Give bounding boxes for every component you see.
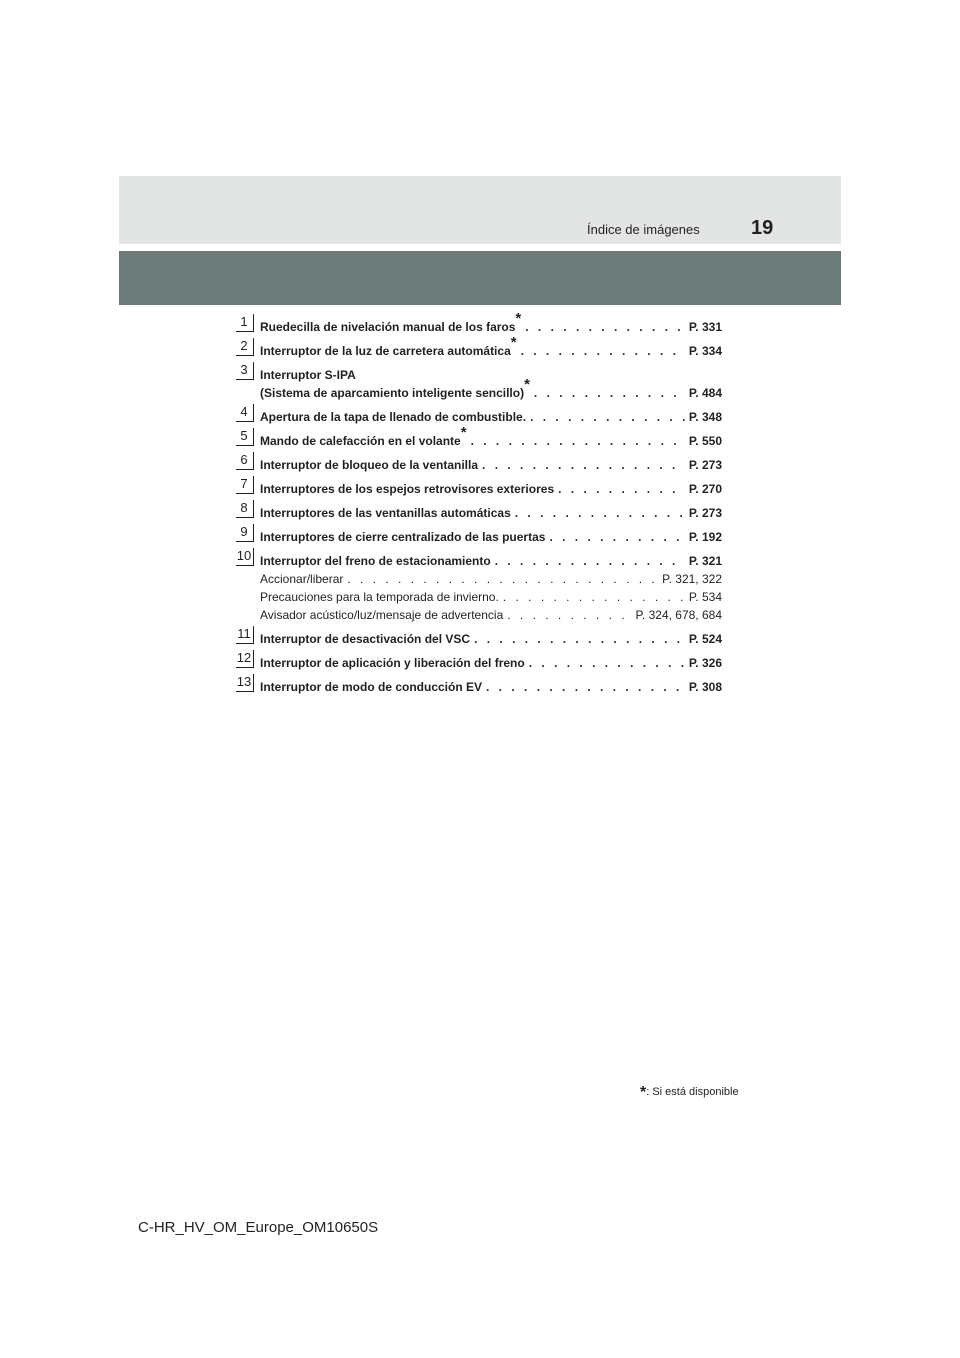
page-ref[interactable]: P. 331 (688, 320, 722, 334)
page-ref[interactable]: P. 308 (688, 680, 722, 694)
leader-dots (549, 528, 684, 546)
entry-label: Interruptores de los espejos retrovisores exteriores (260, 482, 555, 496)
page-number: 19 (751, 217, 774, 239)
page-ref[interactable]: P. 484 (688, 386, 722, 400)
callout-number-2: 2 (236, 338, 254, 356)
sub-entry-line[interactable] (260, 606, 722, 624)
document-code: C-HR_HV_OM_Europe_OM10650S (138, 1219, 379, 1236)
entry-line[interactable] (260, 480, 722, 498)
page-ref[interactable]: P. 348 (688, 410, 722, 424)
asterisk-mark: * (510, 334, 517, 351)
entry-label: (Sistema de aparcamiento inteligente sencillo) (260, 386, 525, 400)
entry-label: Interruptor de aplicación y liberación del freno (260, 656, 525, 670)
entry-line[interactable] (260, 424, 722, 450)
sub-entry-label: Avisador acústico/luz/mensaje de advertencia (260, 608, 504, 622)
asterisk-mark: * (460, 424, 467, 441)
entry-line[interactable] (260, 408, 722, 426)
page-ref[interactable]: P. 192 (688, 530, 722, 544)
page-ref[interactable]: P. 550 (688, 434, 722, 448)
entry-line-1 (260, 366, 722, 384)
entry-line[interactable] (260, 552, 722, 570)
entry-line[interactable] (260, 376, 722, 402)
entry-label: Interruptor de la luz de carretera automática (260, 344, 511, 358)
callout-number-7: 7 (236, 476, 254, 494)
entry-line[interactable] (260, 678, 722, 696)
entry-label: Interruptor de modo de conducción EV (260, 680, 483, 694)
header-bar (119, 176, 841, 244)
callout-number-5: 5 (236, 428, 254, 446)
entry-label: Interruptor S-IPA (260, 368, 356, 382)
leader-dots (534, 384, 685, 402)
page-ref[interactable]: P. 321, 322 (662, 572, 722, 586)
leader-dots (471, 432, 685, 450)
asterisk-mark: * (640, 1084, 647, 1101)
callout-number-13: 13 (236, 674, 254, 692)
callout-number-9: 9 (236, 524, 254, 542)
entry-label: Interruptores de las ventanillas automáticas (260, 506, 511, 520)
footnote (640, 1082, 739, 1100)
leader-dots (558, 480, 685, 498)
section-title: Índice de imágenes (587, 222, 700, 237)
page-ref[interactable]: P. 273 (688, 506, 722, 520)
sub-entry-line[interactable] (260, 570, 722, 588)
callout-number-4: 4 (236, 404, 254, 422)
leader-dots (503, 588, 685, 606)
sub-entry-label: Precauciones para la temporada de invierno. (260, 590, 499, 604)
sub-entry-line[interactable] (260, 588, 722, 606)
entry-line[interactable] (260, 456, 722, 474)
page-ref[interactable]: P. 273 (688, 458, 722, 472)
leader-dots (525, 318, 685, 336)
page-ref[interactable]: P. 334 (688, 344, 722, 358)
page-ref[interactable]: P. 321 (688, 554, 722, 568)
leader-dots (486, 678, 685, 696)
leader-dots (529, 654, 685, 672)
page-ref[interactable]: P. 524 (688, 632, 722, 646)
leader-dots (474, 630, 685, 648)
callout-number-1: 1 (236, 314, 254, 332)
sub-entry-label: Accionar/liberar (260, 572, 344, 586)
entry-line[interactable] (260, 528, 722, 546)
page-ref[interactable]: P. 326 (688, 656, 722, 670)
entry-label: Apertura de la tapa de llenado de combustible. (260, 410, 527, 424)
callout-number-12: 12 (236, 650, 254, 668)
entry-line[interactable] (260, 654, 722, 672)
entry-line[interactable] (260, 334, 722, 360)
leader-dots (495, 552, 685, 570)
entry-label: Interruptor de bloqueo de la ventanilla (260, 458, 479, 472)
callout-number-3: 3 (236, 362, 254, 380)
entry-label: Interruptor del freno de estacionamiento (260, 554, 491, 568)
entry-label: Ruedecilla de nivelación manual de los faros (260, 320, 516, 334)
entry-label: Interruptores de cierre centralizado de las puertas (260, 530, 546, 544)
leader-dots (507, 606, 631, 624)
asterisk-mark: * (515, 310, 522, 327)
page-ref[interactable]: P. 324, 678, 684 (635, 608, 722, 622)
leader-dots (515, 504, 685, 522)
entry-line[interactable] (260, 630, 722, 648)
footnote-text: : Si está disponible (646, 1086, 739, 1098)
page-ref[interactable]: P. 270 (688, 482, 722, 496)
entry-label: Mando de calefacción en el volante (260, 434, 461, 448)
leader-dots (347, 570, 658, 588)
callout-number-6: 6 (236, 452, 254, 470)
entry-line[interactable] (260, 310, 722, 336)
callout-number-8: 8 (236, 500, 254, 518)
entry-label: Interruptor de desactivación del VSC (260, 632, 471, 646)
section-band (119, 251, 841, 305)
callout-number-10: 10 (236, 548, 254, 566)
asterisk-mark: * (524, 376, 530, 393)
entry-line[interactable] (260, 504, 722, 522)
leader-dots (521, 342, 685, 360)
page-ref[interactable]: P. 534 (688, 590, 722, 604)
callout-number-11: 11 (236, 626, 254, 644)
leader-dots (482, 456, 685, 474)
leader-dots (530, 408, 685, 426)
